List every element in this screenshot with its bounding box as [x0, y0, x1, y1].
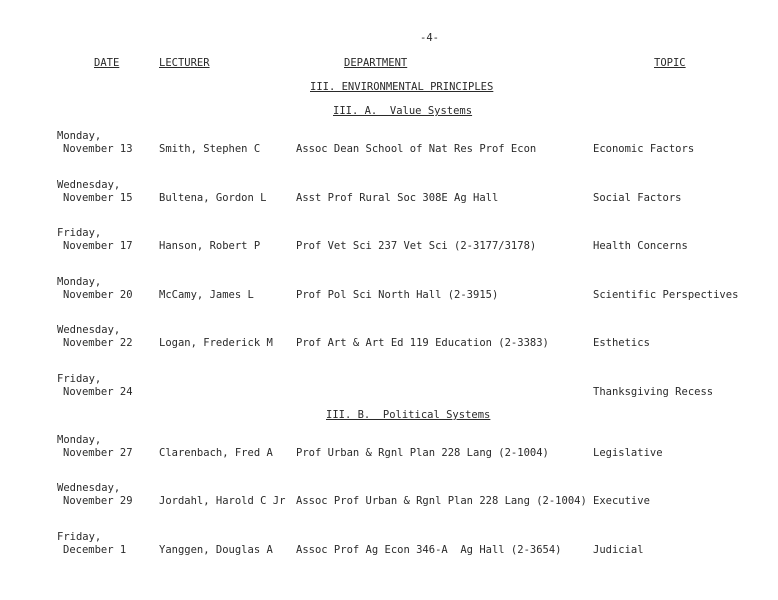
- row-department: Assoc Prof Urban & Rgnl Plan 228 Lang (2-1004): [296, 495, 587, 507]
- row-lecturer: Hanson, Robert P: [159, 240, 261, 252]
- header-department: DEPARTMENT: [344, 57, 408, 69]
- section-title-b: III. B. Political Systems: [326, 409, 491, 421]
- row-day: Friday,: [57, 531, 102, 543]
- row-topic: Thanksgiving Recess: [593, 386, 714, 398]
- row-day: Friday,: [57, 373, 102, 385]
- row-topic: Social Factors: [593, 192, 682, 204]
- schedule-row: [0, 179, 778, 213]
- row-lecturer: Smith, Stephen C: [159, 143, 261, 155]
- row-topic: Scientific Perspectives: [593, 289, 739, 301]
- header-date: DATE: [94, 57, 120, 69]
- row-topic: Economic Factors: [593, 143, 695, 155]
- row-topic: Health Concerns: [593, 240, 688, 252]
- row-date: November 29: [63, 495, 133, 507]
- row-department: Prof Urban & Rgnl Plan 228 Lang (2-1004): [296, 447, 549, 459]
- row-day: Friday,: [57, 227, 102, 239]
- row-lecturer: McCamy, James L: [159, 289, 254, 301]
- row-lecturer: Jordahl, Harold C Jr: [159, 495, 286, 507]
- row-date: November 13: [63, 143, 133, 155]
- row-topic: Judicial: [593, 544, 644, 556]
- row-topic: Executive: [593, 495, 650, 507]
- row-department: Asst Prof Rural Soc 308E Ag Hall: [296, 192, 499, 204]
- row-lecturer: Logan, Frederick M: [159, 337, 273, 349]
- schedule-row: [0, 531, 778, 565]
- row-day: Monday,: [57, 276, 102, 288]
- schedule-row: [0, 130, 778, 164]
- row-day: Wednesday,: [57, 324, 121, 336]
- row-day: Wednesday,: [57, 179, 121, 191]
- header-lecturer: LECTURER: [159, 57, 210, 69]
- schedule-row: [0, 324, 778, 358]
- schedule-row: [0, 434, 778, 468]
- row-department: Assoc Dean School of Nat Res Prof Econ: [296, 143, 537, 155]
- row-lecturer: Yanggen, Douglas A: [159, 544, 273, 556]
- row-topic: Legislative: [593, 447, 663, 459]
- row-topic: Esthetics: [593, 337, 650, 349]
- row-date: December 1: [63, 544, 127, 556]
- row-date: November 17: [63, 240, 133, 252]
- row-date: November 15: [63, 192, 133, 204]
- row-lecturer: Bultena, Gordon L: [159, 192, 267, 204]
- section-title-main: III. ENVIRONMENTAL PRINCIPLES: [310, 81, 494, 93]
- page-number: -4-: [420, 32, 439, 44]
- schedule-row: [0, 276, 778, 310]
- row-date: November 27: [63, 447, 133, 459]
- schedule-row: [0, 482, 778, 516]
- row-lecturer: Clarenbach, Fred A: [159, 447, 273, 459]
- header-topic: TOPIC: [654, 57, 686, 69]
- row-day: Monday,: [57, 434, 102, 446]
- row-department: Prof Pol Sci North Hall (2-3915): [296, 289, 499, 301]
- schedule-row: [0, 373, 778, 407]
- row-department: Prof Art & Art Ed 119 Education (2-3383): [296, 337, 549, 349]
- row-day: Wednesday,: [57, 482, 121, 494]
- section-title-a: III. A. Value Systems: [333, 105, 473, 117]
- row-department: Prof Vet Sci 237 Vet Sci (2-3177/3178): [296, 240, 537, 252]
- row-department: Assoc Prof Ag Econ 346-A Ag Hall (2-3654): [296, 544, 562, 556]
- row-day: Monday,: [57, 130, 102, 142]
- row-date: November 20: [63, 289, 133, 301]
- row-date: November 22: [63, 337, 133, 349]
- schedule-row: [0, 227, 778, 261]
- row-date: November 24: [63, 386, 133, 398]
